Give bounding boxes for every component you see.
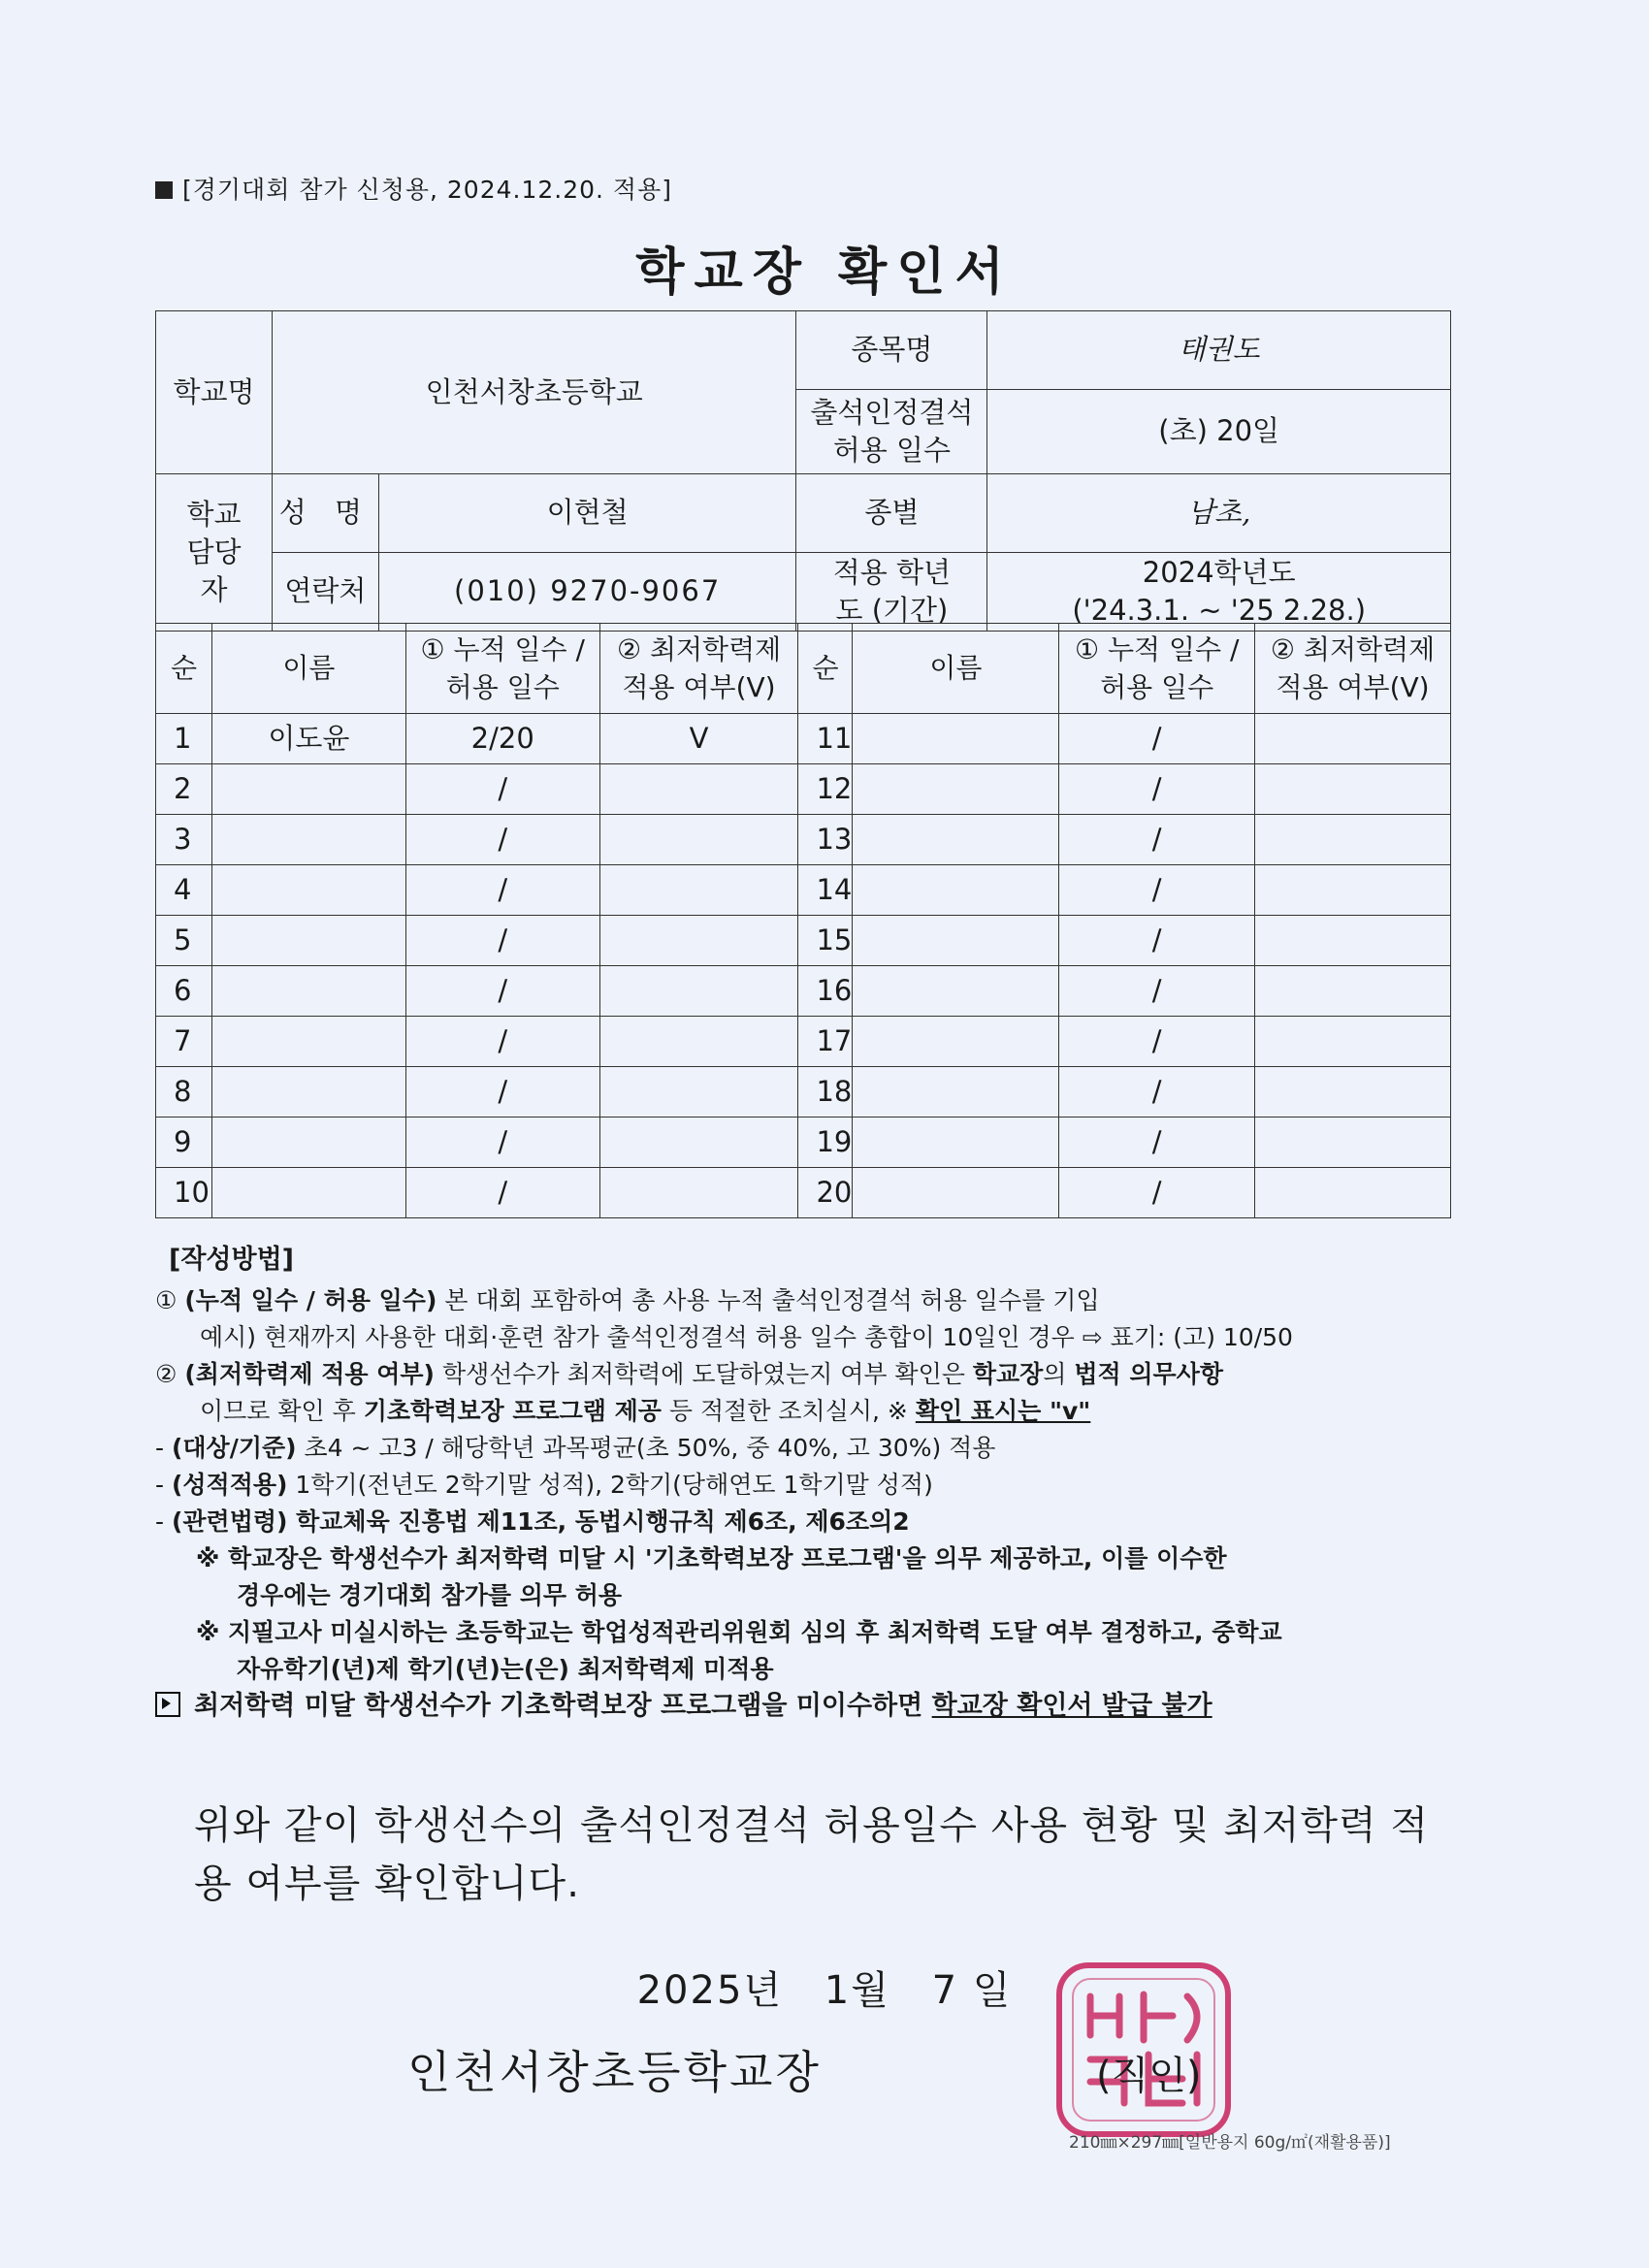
applied-check (1255, 1017, 1451, 1067)
date-year: 2025년 (636, 1968, 784, 2013)
info-table (155, 310, 1451, 632)
days-value: / (1059, 1168, 1255, 1218)
method-item-2 (155, 1356, 1474, 1393)
applied-check (599, 815, 798, 865)
year-label: 적용 학년도 (기간) (796, 553, 987, 632)
row-number: 7 (156, 1017, 212, 1067)
period-value: ('24.3.1. ~ '25 2.28.) (1072, 594, 1367, 627)
days-value: / (1059, 815, 1255, 865)
col-no: 순 (156, 624, 212, 714)
arrow-box-icon (155, 1692, 180, 1717)
applied-check: V (599, 714, 798, 764)
notice-underline: 학교장 확인서 발급 불가 (931, 1691, 1212, 1721)
col-applied-right: ② 최저학력제 적용 여부(V) (1255, 624, 1451, 714)
item1-bold: (누적 일수 / 허용 일수) (184, 1286, 437, 1314)
year-cell (987, 553, 1451, 632)
seal-label: (직인) (1096, 2054, 1202, 2098)
days-value: / (405, 1168, 599, 1218)
row-number: 5 (156, 916, 212, 966)
roster-row (156, 865, 1451, 916)
row-number: 20 (798, 1168, 853, 1218)
row-number: 10 (156, 1168, 212, 1218)
category-label: 종별 (796, 474, 987, 553)
applied-check (1255, 1067, 1451, 1118)
col-days: ① 누적 일수 / 허용 일수 (405, 624, 599, 714)
year-value: 2024학년도 (1142, 555, 1296, 589)
row-number: 13 (798, 815, 853, 865)
roster-row (156, 1017, 1451, 1067)
student-name (211, 1017, 405, 1067)
notice-line (155, 1688, 1474, 1725)
row-number: 19 (798, 1118, 853, 1168)
student-name (853, 714, 1059, 764)
item2-line2-underline: 확인 표시는 "v" (915, 1397, 1091, 1425)
item2-line2-bold: 기초학력보장 프로그램 제공 (363, 1397, 662, 1425)
student-name (211, 815, 405, 865)
sub2-text: 1학기(전년도 2학기말 성적), 2학기(당해연도 1학기말 성적) (287, 1471, 933, 1499)
student-name (853, 815, 1059, 865)
sub2-bold: (성적적용) (171, 1471, 288, 1499)
applied-check (1255, 1118, 1451, 1168)
row-number: 18 (798, 1067, 853, 1118)
square-bullet-icon (155, 181, 173, 199)
row-number: 1 (156, 714, 212, 764)
sub1-text: 초4 ~ 고3 / 해당학년 과목평균(초 50%, 중 40%, 고 30%) 적용 (296, 1434, 996, 1462)
student-name (211, 1067, 405, 1118)
applied-check (599, 1168, 798, 1218)
writing-method (155, 1242, 1474, 1725)
note-1-line-2: 경우에는 경기대회 참가를 의무 허용 (237, 1581, 623, 1609)
applied-check (1255, 865, 1451, 916)
days-value: / (1059, 916, 1255, 966)
item1-text: 본 대회 포함하여 총 사용 누적 출석인정결석 허용 일수를 기입 (436, 1286, 1100, 1314)
issue-date (0, 1960, 1649, 2015)
row-number: 17 (798, 1017, 853, 1067)
roster-row (156, 815, 1451, 865)
student-name (853, 916, 1059, 966)
days-value: / (405, 966, 599, 1017)
manager-name: 이현철 (378, 474, 796, 553)
method-item-2-line2 (155, 1393, 1474, 1430)
row-number: 14 (798, 865, 853, 916)
sub3-text: 학교체육 진흥법 제11조, 동법시행규칙 제6조, 제6조의2 (287, 1507, 910, 1536)
item2-line2-a: 이므로 확인 후 (200, 1397, 364, 1425)
document-title: 학교장 확인서 (635, 243, 1014, 302)
applied-check (599, 764, 798, 815)
roster-row (156, 1067, 1451, 1118)
days-value: / (405, 815, 599, 865)
item2-bold-d: 법적 의무사항 (1074, 1360, 1224, 1388)
student-name (853, 1067, 1059, 1118)
row-number: 2 (156, 764, 212, 815)
sub-item-target: - (대상/기준) 초4 ~ 고3 / 해당학년 과목평균(초 50%, 중 40%, 고 30%) 적용 (155, 1434, 996, 1462)
days-value: / (405, 1118, 599, 1168)
method-item-1 (155, 1282, 1474, 1319)
applied-check (599, 865, 798, 916)
applied-check (1255, 815, 1451, 865)
student-name (853, 966, 1059, 1017)
col-applied: ② 최저학력제 적용 여부(V) (599, 624, 798, 714)
student-name (211, 916, 405, 966)
header-note (155, 171, 672, 206)
row-number: 4 (156, 865, 212, 916)
applied-check (599, 1017, 798, 1067)
sub1-bold: (대상/기준) (171, 1434, 297, 1462)
student-name (211, 1118, 405, 1168)
manager-label: 학교 담당자 (156, 474, 273, 632)
days-value: / (405, 1067, 599, 1118)
roster-header-row (156, 624, 1451, 714)
notice-text: 최저학력 미달 학생선수가 기초학력보장 프로그램을 미이수하면 (194, 1691, 932, 1721)
item2-bold: (최저학력제 적용 여부) (184, 1360, 435, 1388)
applied-check (1255, 916, 1451, 966)
row-number: 8 (156, 1067, 212, 1118)
student-name (853, 1017, 1059, 1067)
student-name (211, 1168, 405, 1218)
row-number: 3 (156, 815, 212, 865)
category-value: 남초, (987, 474, 1451, 553)
sport-value: 태권도 (987, 311, 1451, 390)
item2-text-c: 의 (1043, 1360, 1075, 1388)
applied-check (1255, 966, 1451, 1017)
col-name: 이름 (211, 624, 405, 714)
roster-table (155, 623, 1451, 1218)
row-number: 6 (156, 966, 212, 1017)
note-2-line-2: 자유학기(년)제 학기(년)는(은) 최저학력제 미적용 (237, 1655, 774, 1683)
roster-row (156, 1118, 1451, 1168)
row-number: 12 (798, 764, 853, 815)
days-value: / (1059, 764, 1255, 815)
row-number: 16 (798, 966, 853, 1017)
days-value: / (405, 865, 599, 916)
item2-text-a: 학생선수가 최저학력에 도달하였는지 여부 확인은 (435, 1360, 973, 1388)
applied-check (599, 916, 798, 966)
sub3-bold: (관련법령) (171, 1507, 288, 1536)
row-number: 15 (798, 916, 853, 966)
date-month: 1월 (824, 1968, 890, 2013)
item2-bold-b: 학교장 (972, 1360, 1044, 1388)
days-value: / (1059, 1017, 1255, 1067)
date-day: 7 일 (931, 1968, 1013, 2013)
allowed-days-label: 출석인정결석 허용 일수 (796, 390, 987, 474)
roster-row (156, 1168, 1451, 1218)
applied-check (599, 1118, 798, 1168)
confirmation-statement: 위와 같이 학생선수의 출석인정결석 허용일수 사용 현황 및 최저학력 적용 여부를 확인합니다. (194, 1803, 1429, 1906)
name-label: 성 명 (272, 474, 378, 553)
days-value: / (1059, 1067, 1255, 1118)
roster-row (156, 764, 1451, 815)
days-value: / (405, 764, 599, 815)
applied-check (1255, 764, 1451, 815)
student-name (853, 865, 1059, 916)
school-label: 학교명 (156, 311, 273, 474)
applied-check (1255, 1168, 1451, 1218)
sub-item-law: - (관련법령) 학교체육 진흥법 제11조, 동법시행규칙 제6조, 제6조의2 (155, 1507, 910, 1536)
student-name (211, 865, 405, 916)
roster-row (156, 966, 1451, 1017)
student-name (211, 764, 405, 815)
student-name (853, 1118, 1059, 1168)
header-note-text: [경기대회 참가 신청용, 2024.12.20. 적용] (182, 176, 672, 204)
sport-label: 종목명 (796, 311, 987, 390)
row-number: 9 (156, 1118, 212, 1168)
item2-marker: ② (155, 1360, 178, 1388)
principal-name: 인천서창초등학교장 (407, 2046, 822, 2098)
student-name (853, 1168, 1059, 1218)
contact-value: (010) 9270-9067 (378, 553, 796, 632)
col-days-right: ① 누적 일수 / 허용 일수 (1059, 624, 1255, 714)
item1-marker: ① (155, 1286, 178, 1314)
days-value: / (1059, 966, 1255, 1017)
days-value: / (1059, 865, 1255, 916)
student-name: 이도윤 (211, 714, 405, 764)
days-value: / (1059, 714, 1255, 764)
roster-body (156, 714, 1451, 1218)
paper-spec-note: 210㎜×297㎜[일반용지 60g/㎡(재활용품)] (1069, 2133, 1391, 2153)
roster-row (156, 916, 1451, 966)
days-value: / (1059, 1118, 1255, 1168)
student-name (211, 966, 405, 1017)
method-item-1-example: 예시) 현재까지 사용한 대회·훈련 참가 출석인정결석 허용 일수 총합이 10일인 경우 ⇨ 표기: (고) 10/50 (200, 1323, 1293, 1351)
method-heading: [작성방법] (169, 1245, 295, 1275)
applied-check (599, 966, 798, 1017)
days-value: 2/20 (405, 714, 599, 764)
row-number: 11 (798, 714, 853, 764)
sub-item-grades: - (성적적용) 1학기(전년도 2학기말 성적), 2학기(당해연도 1학기말 성적) (155, 1471, 933, 1499)
roster-row (156, 714, 1451, 764)
days-value: / (405, 916, 599, 966)
applied-check (599, 1067, 798, 1118)
school-name: 인천서창초등학교 (272, 311, 796, 474)
student-name (853, 764, 1059, 815)
item2-line2-b: 등 적절한 조치실시, ※ (661, 1397, 916, 1425)
note-2-line-1: ※ 지필고사 미실시하는 초등학교는 학업성적관리위원회 심의 후 최저학력 도달 여부 결정하고, 중학교 (196, 1618, 1282, 1646)
col-name-right: 이름 (853, 624, 1059, 714)
allowed-days-value: (초) 20일 (987, 390, 1451, 474)
days-value: / (405, 1017, 599, 1067)
applied-check (1255, 714, 1451, 764)
note-1-line-1: ※ 학교장은 학생선수가 최저학력 미달 시 '기초학력보장 프로그램'을 의무 제공하고, 이를 이수한 (196, 1544, 1227, 1572)
contact-label: 연락처 (272, 553, 378, 632)
col-no-right: 순 (798, 624, 853, 714)
